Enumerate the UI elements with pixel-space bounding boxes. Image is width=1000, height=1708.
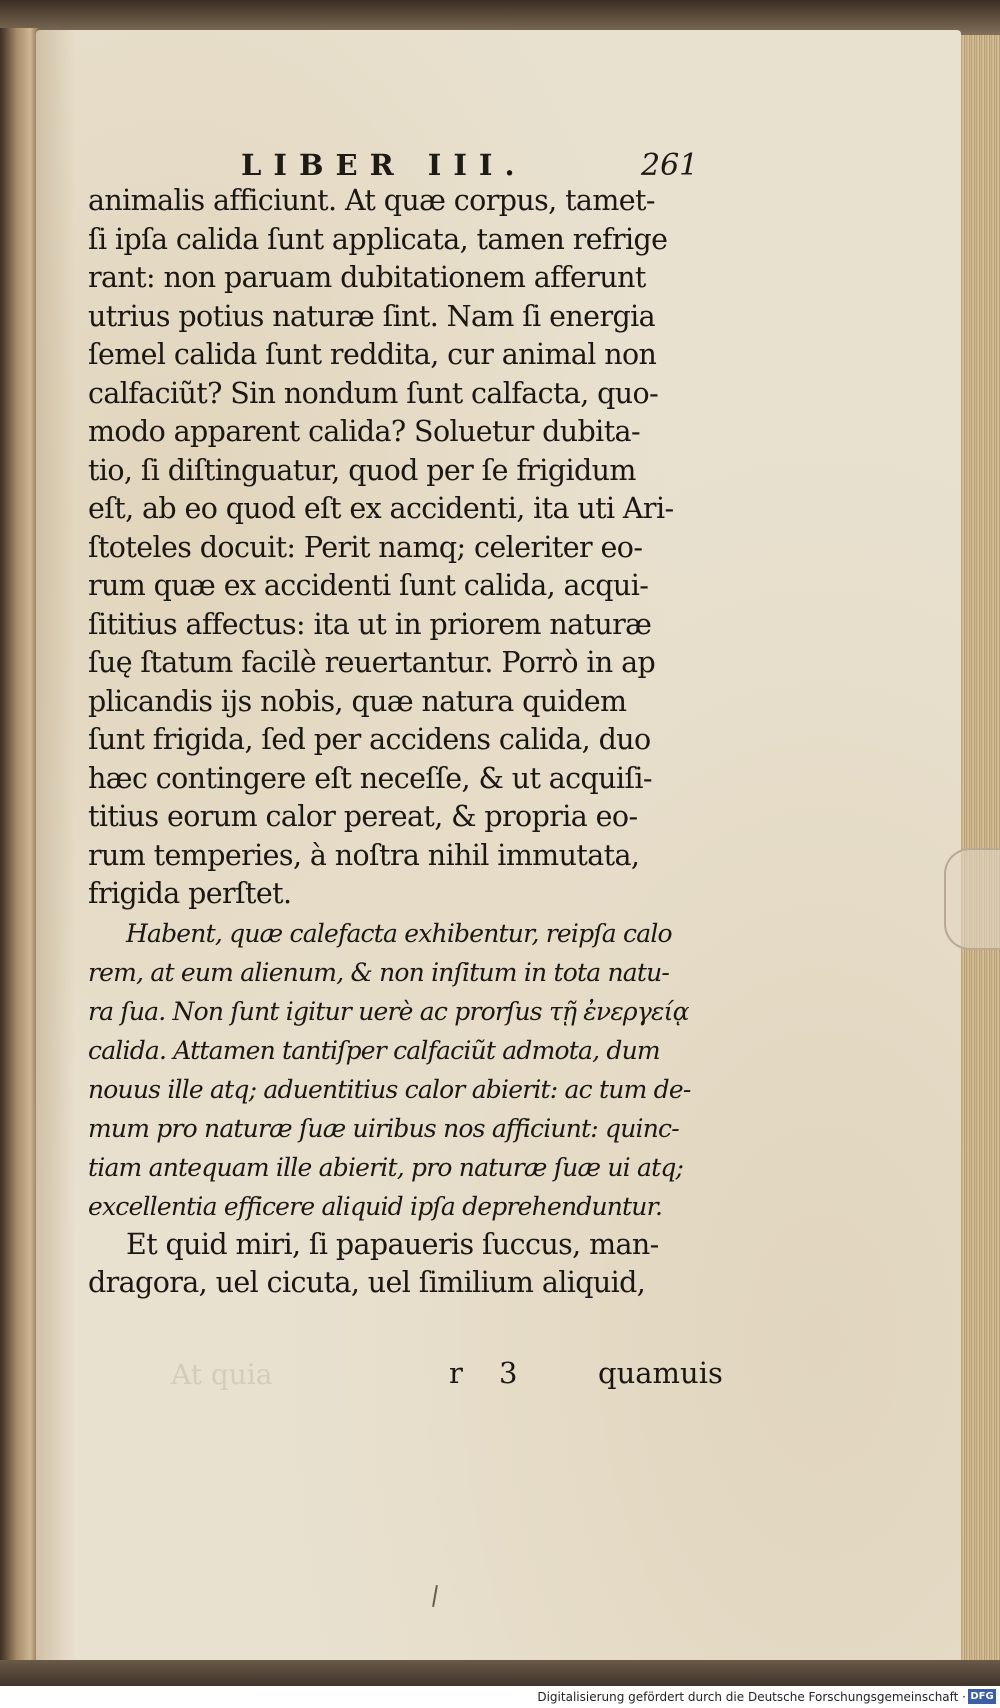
- paragraph-2-italic: [88, 914, 738, 1226]
- text-block: [88, 182, 738, 1303]
- text-line: rem, at eum alienum, & non inſitum in tota natu-: [88, 957, 670, 987]
- text-line: Habent, quæ calefacta exhibentur, reipſa calo: [126, 918, 672, 948]
- paragraph-3: [88, 1226, 738, 1303]
- text-line: mum pro naturæ ſuæ uiribus nos afficiunt: quinc-: [88, 1113, 679, 1143]
- catchword: quamuis: [598, 1356, 723, 1390]
- text-line: calfaciũt? Sin nondum ſunt calfacta, quo-: [88, 376, 659, 410]
- text-line: nouus ille atq; aduentitius calor abierit: ac tum de-: [88, 1074, 691, 1104]
- folio-number: 261: [641, 148, 699, 183]
- show-through-text: At quia: [171, 1358, 273, 1391]
- text-line: ſititius affectus: ita ut in priorem naturæ: [88, 607, 652, 641]
- signature-mark: r: [449, 1356, 463, 1390]
- credit-text: Digitalisierung gefördert durch die Deutsche Forschungsgemeinschaft ·: [537, 1690, 966, 1704]
- text-line: ſtoteles docuit: Perit namq; celeriter eo-: [88, 530, 643, 564]
- text-line: animalis afficiunt. At quæ corpus, tamet-: [88, 184, 655, 217]
- page-tab-marker: [944, 848, 1000, 950]
- text-line: rum quæ ex accidenti ſunt calida, acqui-: [88, 569, 649, 602]
- text-line: tiam antequam ille abierit, pro naturæ ſuæ ui atq;: [88, 1152, 684, 1182]
- text-line: utrius potius naturæ ſint. Nam ſi energia: [88, 299, 656, 333]
- text-line: dragora, uel cicuta, uel ſimilium aliquid,: [88, 1266, 646, 1299]
- text-line: rant: non paruam dubitationem afferunt: [88, 261, 646, 294]
- text-line: eſt, ab eo quod eſt ex accidenti, ita uti Ari-: [88, 492, 674, 525]
- text-line: hæc contingere eſt neceſſe, & ut acquiſi-: [88, 761, 652, 795]
- text-line: ra ſua. Non ſunt igitur uerè ac prorſus τῇ ἐνεργείᾳ: [88, 996, 689, 1026]
- text-line: calida. Attamen tantiſper calfaciũt admota, dum: [88, 1035, 660, 1065]
- text-line: rum temperies, à noſtra nihil immutata,: [88, 838, 640, 872]
- text-line: ſuę ſtatum facilè reuertantur. Porrò in ap: [88, 646, 656, 679]
- text-line: plicandis ijs nobis, quæ natura quidem: [88, 684, 627, 718]
- text-line: modo apparent calida? Soluetur dubita-: [88, 415, 640, 448]
- dfg-logo: DFG: [968, 1689, 996, 1704]
- text-line: Et quid miri, ſi papaueris ſuccus, man-: [126, 1227, 659, 1261]
- running-head: LIBER III.: [241, 148, 527, 182]
- book-page: [36, 30, 961, 1670]
- text-line: ſemel calida ſunt reddita, cur animal non: [88, 338, 657, 371]
- text-line: ſunt frigida, ſed per accidens calida, duo: [88, 723, 651, 756]
- left-page-edge: [0, 28, 38, 1668]
- paragraph-1: [88, 182, 738, 914]
- stray-mark: [432, 1585, 438, 1607]
- text-line: excellentia efficere aliquid ipſa deprehenduntur.: [88, 1191, 663, 1221]
- signature-number: 3: [499, 1356, 518, 1390]
- text-line: frigida perſtet.: [88, 877, 292, 910]
- credit-footer: [0, 1686, 1000, 1708]
- text-line: tio, ſi diſtinguatur, quod per ſe frigidum: [88, 453, 636, 487]
- text-line: ſi ipſa calida ſunt applicata, tamen refrige: [88, 222, 668, 256]
- text-line: titius eorum calor pereat, & propria eo-: [88, 800, 638, 833]
